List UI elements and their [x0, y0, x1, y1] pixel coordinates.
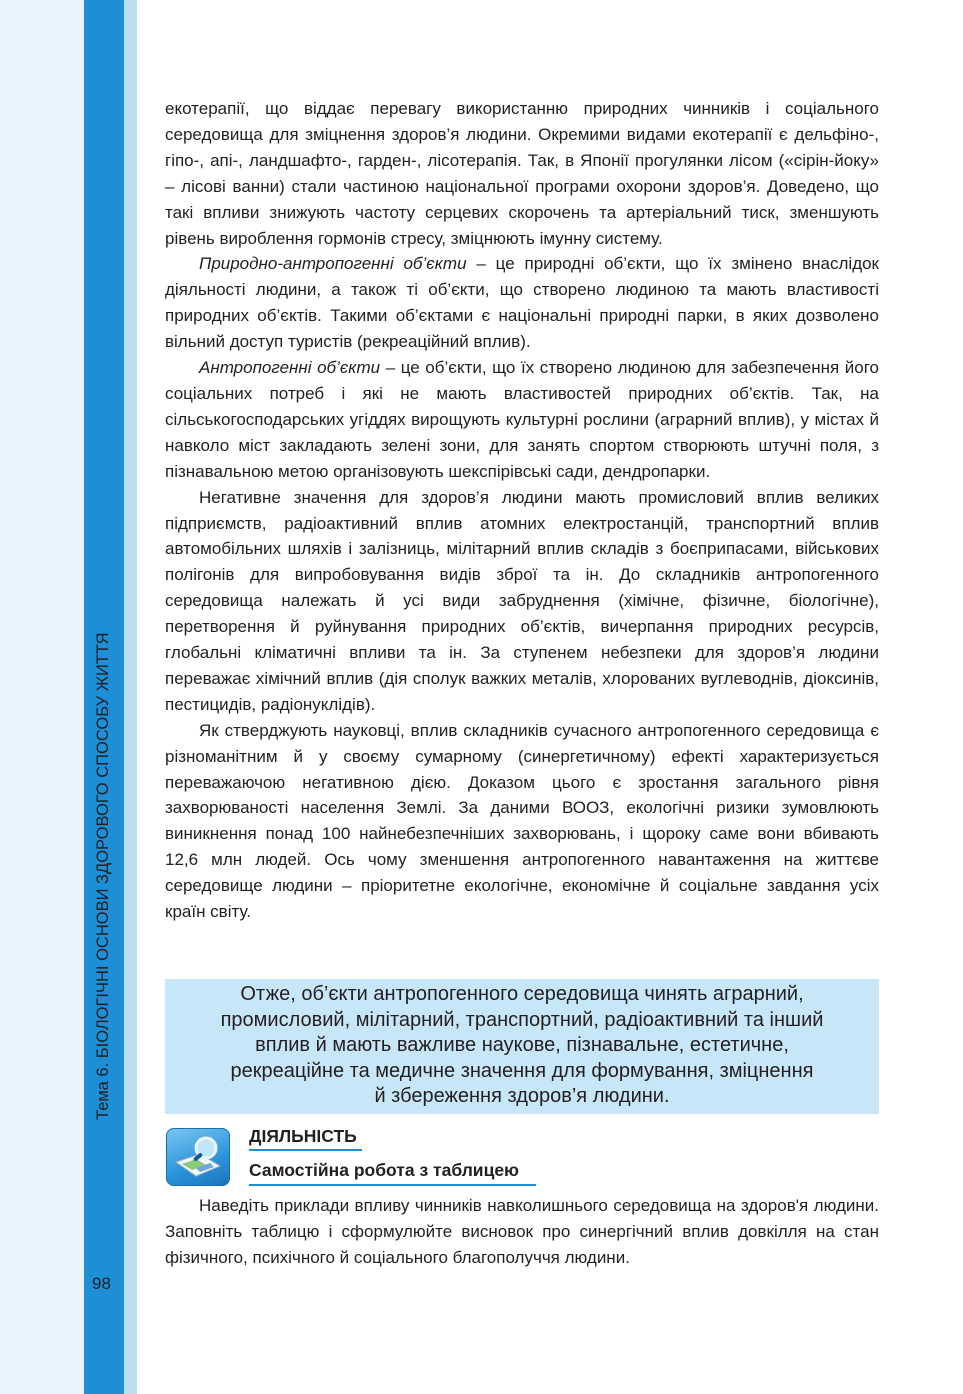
- summary-line: вплив й мають важливе наукове, пізнавальне, естетичне,: [255, 1034, 789, 1056]
- sidebar-background: [0, 0, 84, 1394]
- term-natural-anthropogenic: Природно-антропогенні об’єкти: [199, 254, 467, 274]
- chapter-title: Тема 6. БІОЛОГІЧНІ ОСНОВИ ЗДОРОВОГО СПОСОБУ ЖИТТЯ: [94, 632, 112, 1120]
- activity-subheading: Самостійна робота з таблицею: [249, 1160, 520, 1180]
- task-text: [165, 1193, 879, 1271]
- heading-underline: [249, 1149, 362, 1151]
- summary-line: рекреаційне та медичне значення для формування, зміцнення: [230, 1059, 814, 1082]
- subheading-underline: [249, 1184, 536, 1186]
- body-text: [165, 96, 879, 925]
- map-magnifier-icon: [166, 1128, 230, 1186]
- sidebar-light-stripe: [124, 0, 137, 1394]
- activity-heading: ДІЯЛЬНІСТЬ: [249, 1126, 357, 1146]
- task-paragraph: Наведіть приклади впливу чинників навколишнього середовища на здоров'я людини. Заповніть таблицю і сформулюйте висновок про синергічний вплив довкілля на стан фізичного, психічного й соціального благополуччя людини.: [165, 1196, 879, 1267]
- paragraph-3: [165, 355, 879, 485]
- summary-line: Отже, об’єкти антропогенного середовища чинять аграрний,: [240, 983, 804, 1005]
- paragraph-2-text: – це природні об’єкти, що їх змінено внаслідок діяльності людини, а також ті об’єкти, що створено людиною та мають властивості природних об’єктів. Такими об’єктами є національні природні парки, в яких дозволено вільний доступ туристів (рекреаційний вплив).: [165, 254, 879, 352]
- term-anthropogenic: Антропогенні об’єкти: [199, 358, 381, 378]
- paragraph-2: [165, 251, 879, 355]
- paragraph-3-text: – це об’єкти, що їх створено людиною для забезпечення його соціальних потреб і які не мають властивостей природних об’єктів. Так, на сільськогосподарських угіддях вирощують культурні рослини (аграрний вплив), у містах й навколо міст закладають зелені зони, для занять спортом створюють штучні поля, з пізнавальною метою організовують шекспірівські сади, дендропарки.: [165, 358, 879, 481]
- summary-line: промисловий, мілітарний, транспортний, радіоактивний та інший: [220, 1008, 824, 1031]
- page-number: 98: [92, 1274, 111, 1293]
- summary-box: [165, 979, 879, 1114]
- paragraph-5: Як стверджують науковці, вплив складників сучасного антропогенного середовища є різноманітним й у своєму сумарному (синергетичному) ефекті характеризується переважаючою негативною дією. Доказом цього є зростання загального рівня захворюваності населення Землі. За даними ВООЗ, екологічні ризики зумовлюють виникнення понад 100 найнебезпечніших захворювань, і щороку саме вони вбивають 12,6 млн людей. Ось чому зменшення антропогенного навантаження на життєве середовище людини – пріоритетне екологічне, економічне й соціальне завдання усіх країн світу.: [165, 720, 879, 922]
- paragraph-1: екотерапії, що віддає перевагу використанню природних чинників і соціального середовища для зміцнення здоров’я людини. Окремими видами екотерапії є дельфіно-, гіпо-, апі-, ландшафто-, гарден-, лісотерапія. Так, в Японії прогулянки лісом («сірін-йоку» – лісові ванни) стали частиною національної програми охорони здоров’я. Доведено, що такі впливи знижують частоту серцевих скорочень та артеріальний тиск, зменшують рівень вироблення гормонів стресу, зміцнюють імунну систему.: [165, 99, 879, 248]
- paragraph-4: Негативне значення для здоров’я людини мають промисловий вплив великих підприємств, радіоактивний вплив атомних електростанцій, транспортний вплив автомобільних шляхів і залізниць, мілітарний вплив складів з боєприпасами, військових полігонів для випробовування видів зброї та ін. До складників антропогенного середовища належать й усі види забруднення (хімічне, фізичне, біологічне), перетворення й руйнування природних об’єктів, вичерпання природних ресурсів, глобальні кліматичні впливи та ін. За ступенем небезпеки для здоров’я людини переважає хімічний вплив (дія сполук важких металів, хлорованих вуглеводнів, діоксинів, пестицидів, радіонуклідів).: [165, 487, 879, 714]
- summary-line: й збереження здоров’я людини.: [374, 1085, 670, 1107]
